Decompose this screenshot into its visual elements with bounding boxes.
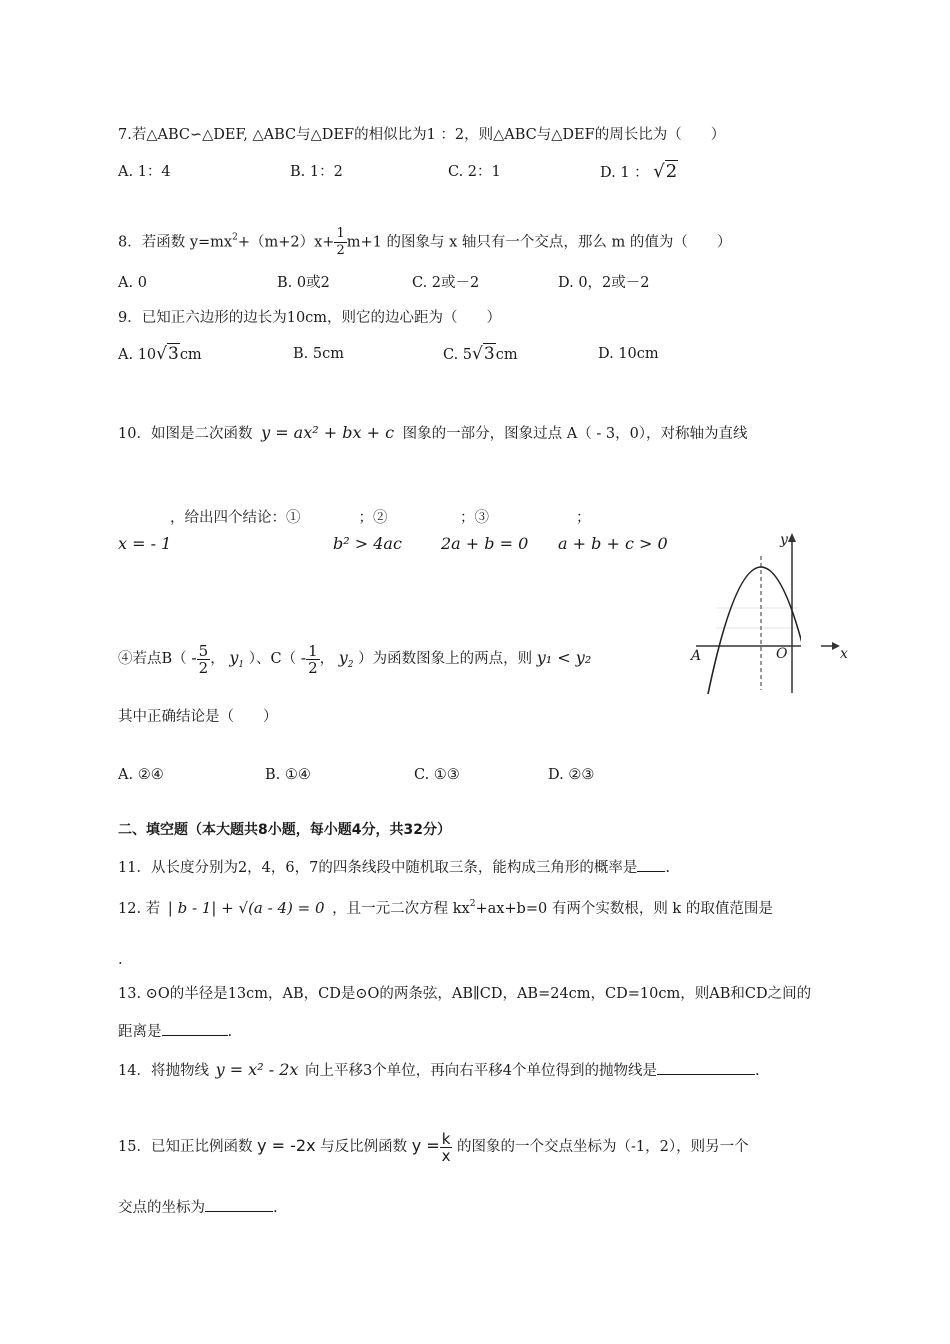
sqrt-3: √3 xyxy=(472,344,495,364)
q9-option-b: B. 5cm xyxy=(293,346,344,362)
q10-c4-y1: $y_1$ xyxy=(229,648,245,670)
q15-line2-text: 交点的坐标为 xyxy=(118,1200,205,1216)
graph-label-o: O xyxy=(776,646,788,662)
q10-option-d: D. ②③ xyxy=(548,767,595,783)
frac-num: 5 xyxy=(198,641,209,660)
sqrt-2: √2 xyxy=(653,161,678,182)
q9-c-pre: C. 5 xyxy=(443,347,473,363)
q7-option-a: A. 1：4 xyxy=(118,164,171,180)
q8-stem xyxy=(118,226,731,259)
q10-option-c: C. ①③ xyxy=(414,767,460,783)
q14-formula: y = x² - 2x xyxy=(215,1060,299,1079)
q10-line2: ，给出四个结论：① ；② ；③ ； xyxy=(170,510,591,526)
q15-f2-frac xyxy=(440,1131,453,1164)
q8-option-a: A. 0 xyxy=(118,275,147,291)
q13-line1: 13. ⊙O的半径是13cm，AB，CD是⊙O的两条弦，AB∥CD，AB=24cm，CD=10cm，则AB和CD之间的 xyxy=(118,986,812,1002)
frac-den: 2 xyxy=(198,658,209,677)
frac-num: k xyxy=(441,1129,451,1148)
q8-pre: 8．若函数 y=mx xyxy=(118,234,233,251)
graph-mask xyxy=(801,596,821,696)
q7-option-c: C. 2：1 xyxy=(448,164,501,180)
q11-text: 11．从长度分别为2，4，6，7的四条线段中随机取三条，能构成三角形的概率是 xyxy=(118,860,638,876)
q10-option-a: A. ②④ xyxy=(118,767,164,783)
q15-line2 xyxy=(118,1197,278,1218)
q8-option-b: B. 0或2 xyxy=(277,275,330,291)
q8-sup: 2 xyxy=(232,232,238,243)
q12-post: ，且一元二次方程 kx xyxy=(332,901,470,917)
q12 xyxy=(118,894,773,919)
q14 xyxy=(118,1060,760,1081)
q12-formula: | b - 1| + √(a - 4) = 0 xyxy=(167,899,325,917)
q10-post: 图象的一部分，图象过点 A（ - 3，0），对称轴为直线 xyxy=(402,426,748,442)
q12-dot: . xyxy=(118,952,123,968)
q9-option-c xyxy=(443,344,518,365)
q9-a-pre: A. 10 xyxy=(118,347,157,363)
q10-conclusion-2: 2a + b = 0 xyxy=(441,534,529,553)
q8-post: m+1 的图象与 x 轴只有一个交点，那么 m 的值为（ ） xyxy=(346,234,732,251)
q7-stem: 7.若△ABC∽△DEF, △ABC与△DEF的相似比为1 ：2，则△ABC与△DEF的周长比为（ ） xyxy=(118,127,726,143)
q15 xyxy=(118,1126,749,1166)
q10-option-b: B. ①④ xyxy=(265,767,311,783)
q15-pre: 15．已知正比例函数 xyxy=(118,1139,253,1155)
frac-den: 2 xyxy=(308,658,318,677)
q12-post2: +ax+b=0 有两个实数根，则 k 的取值范围是 xyxy=(475,901,773,917)
graph-label-x: x xyxy=(840,646,848,662)
q10-conclusion-1: b² > 4ac xyxy=(333,534,402,553)
q9-stem: 9．已知正六边形的边长为10cm，则它的边心距为（ ） xyxy=(118,310,502,326)
q12-sup: 2 xyxy=(469,899,476,909)
q13-end: . xyxy=(227,1024,233,1040)
q10-axis-eq: x = - 1 xyxy=(118,534,172,553)
radicand: 3 xyxy=(483,344,495,364)
q13-line2 xyxy=(118,1021,232,1042)
q10-conclusion-4: ④若点B（ - $\frac{5}{2}$ ， $y_1$ ）、C（ - $\frac{1}{2}$ ， $y_2$ ）为函数图象上的两点，则 y₁ < y₂ xyxy=(118,641,592,677)
q14-end: . xyxy=(754,1063,760,1079)
q8-mid: +（m+2）x+ xyxy=(237,234,335,251)
q14-pre: 14．将抛物线 xyxy=(118,1063,209,1079)
q10-ask: 其中正确结论是（ ） xyxy=(118,709,278,725)
answer-blank[interactable] xyxy=(657,1060,755,1075)
q15-post: 的图象的一个交点坐标为（-1，2），则另一个 xyxy=(457,1139,749,1155)
q14-post: 向上平移3个单位，再向右平移4个单位得到的抛物线是 xyxy=(305,1063,657,1079)
q7-option-b: B. 1：2 xyxy=(290,164,343,180)
radicand: 2 xyxy=(665,161,678,182)
radicand: 3 xyxy=(167,344,179,364)
q8-frac-num: 1 xyxy=(336,226,345,241)
q15-mid: 与反比例函数 xyxy=(320,1139,408,1155)
q9-c-unit: cm xyxy=(495,347,518,363)
q11 xyxy=(118,857,670,878)
answer-blank[interactable] xyxy=(162,1021,228,1036)
q10-conclusion-3: a + b + c > 0 xyxy=(558,534,668,553)
q9-option-a xyxy=(118,344,202,365)
q10-pre: 10．如图是二次函数 xyxy=(118,426,253,442)
q8-fraction xyxy=(334,226,346,259)
answer-blank[interactable] xyxy=(637,857,665,872)
section-title: 二、填空题（本大题共8小题，每小题4分，共32分） xyxy=(118,822,451,838)
q15-f1: y = -2x xyxy=(257,1136,316,1155)
sqrt-3: √3 xyxy=(156,344,179,364)
q13-line2-text: 距离是 xyxy=(118,1024,162,1040)
q8-option-c: C. 2或－2 xyxy=(412,275,480,291)
q11-end: . xyxy=(665,860,670,876)
graph-label-y: y xyxy=(780,532,788,548)
frac-num: 1 xyxy=(308,641,318,660)
q12-pre: 12. 若 xyxy=(118,901,161,917)
q10-c4-frac2 xyxy=(306,643,320,676)
q10-c4-rel: y₁ < y₂ xyxy=(536,648,592,667)
answer-blank[interactable] xyxy=(205,1197,273,1212)
graph-label-a: A xyxy=(691,648,702,664)
frac-den: x xyxy=(441,1146,451,1165)
q9-a-unit: cm xyxy=(179,347,202,363)
q10-c4-mid: ）、C（ xyxy=(248,651,297,667)
q10-c4-frac1 xyxy=(197,643,211,676)
q10-formula: y = ax² + bx + c xyxy=(261,423,395,442)
q10-c4-post: ）为函数图象上的两点，则 xyxy=(358,651,533,667)
q15-end: . xyxy=(273,1200,278,1216)
q8-frac-den: 2 xyxy=(336,243,345,258)
q15-f2-lhs: y = xyxy=(411,1136,440,1155)
q10-c4-pre: ④若点B（ xyxy=(118,651,187,667)
q8-option-d: D. 0，2或－2 xyxy=(558,275,650,291)
q7-option-d xyxy=(600,162,678,183)
q9-option-d: D. 10cm xyxy=(598,346,659,362)
q7-option-d-prefix: D. 1 ： xyxy=(600,165,649,181)
q10-stem xyxy=(118,423,748,444)
q10-c4-y2: $y_2$ xyxy=(338,648,354,670)
parabola-graph xyxy=(688,528,853,698)
